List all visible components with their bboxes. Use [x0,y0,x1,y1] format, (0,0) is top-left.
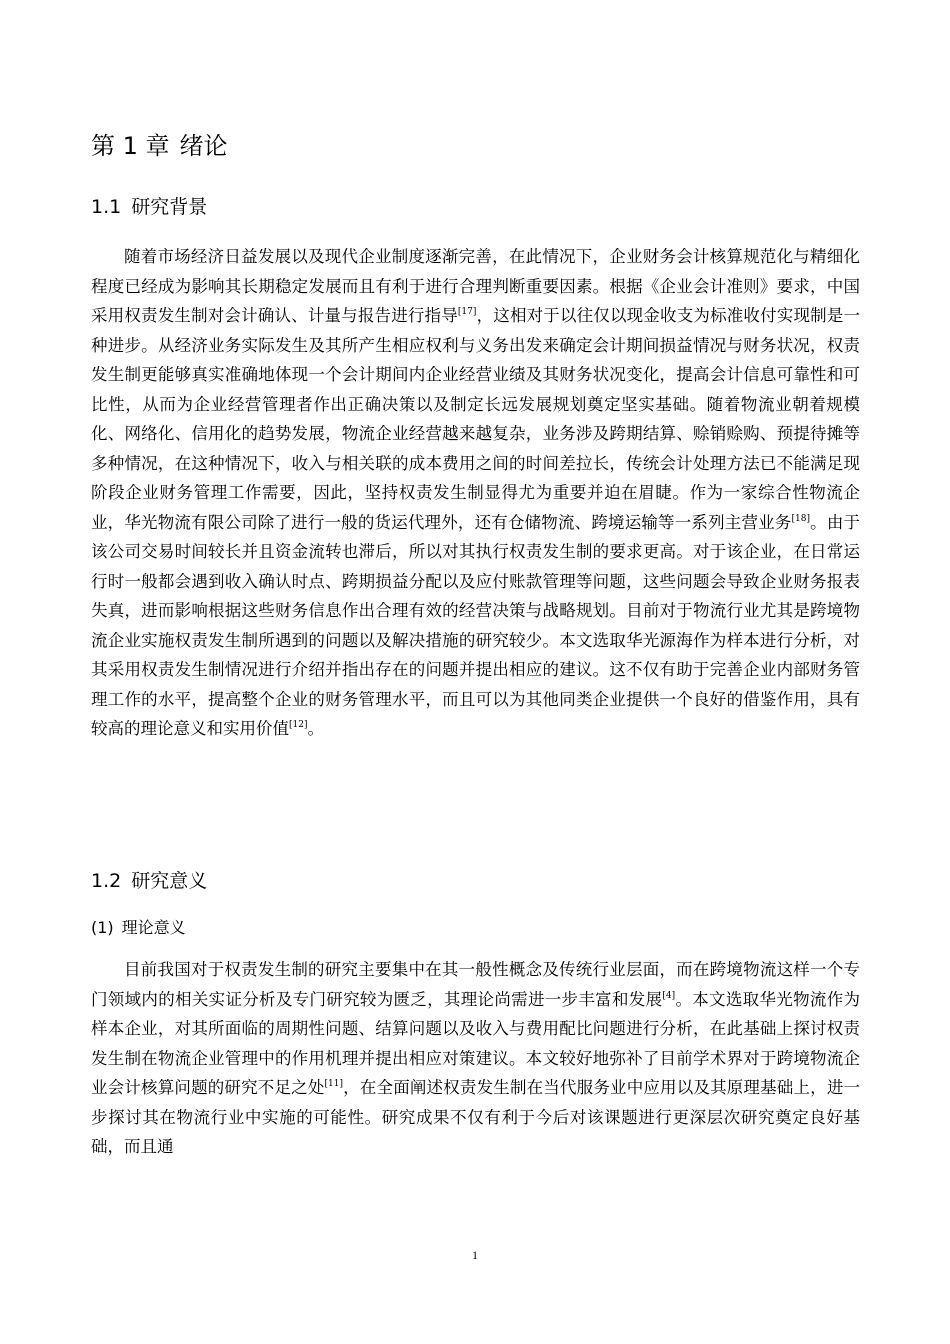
section-1-2-number: 1.2 [91,870,122,892]
theory-significance-paragraph: 目前我国对于权责发生制的研究主要集中在其一般性概念及传统行业层面，而在跨境物流这样一个专门领域内的相关实证分析及专门研究较为匮乏，其理论尚需进一步丰富和发展[4]。本文选取华光物流作为样本企业，对其所面临的周期性问题、结算问题以及收入与费用配比问题进行分析，在此基础上探讨权责发生制在物流企业管理中的作用机理并提出相应对策建议。本文较好地弥补了目前学术界对于跨境物流企业会计核算问题的研究不足之处[11]，在全面阐述权责发生制在当代服务业中应用以及其原理基础上，进一步探讨其在物流行业中实施的可能性。研究成果不仅有利于今后对该课题进行更深层次研究奠定良好基础，而且通 [91,960,861,1156]
citation-4: [4] [662,990,676,1001]
citation-18: [18] [791,513,810,524]
section-1-1-number: 1.1 [91,196,122,218]
subsection-heading [91,915,186,941]
section-1-2-heading [91,866,207,896]
section-1-2-title: 研究意义 [131,870,208,892]
section-1-1-title: 研究背景 [131,196,208,218]
citation-12: [12] [289,720,308,730]
subsection-title: 理论意义 [121,918,186,937]
background-paragraph: 随着市场经济日益发展以及现代企业制度逐渐完善，在此情况下，企业财务会计核算规范化与精细化程度已经成为影响其长期稳定发展而且有利于进行合理判断重要因素。根据《企业会计准则》要求，中国采用权责发生制对会计确认、计量与报告进行指导[17]，这相对于以往仅以现金收支为标准收付实现制是一种进步。从经济业务实际发生及其所产生相应权利与义务出发来确定会计期间损益情况与财务状况，权责发生制更能够真实准确地体现一个会计期间内企业经营业绩及其财务状况变化，提高会计信息可靠性和可比性，从而为企业经营管理者作出正确决策以及制定长远发展规划奠定坚实基础。随着物流业朝着规模化、网络化、信用化的趋势发展，物流企业经营越来越复杂，业务涉及跨期结算、赊销赊购、预提待摊等多种情况，在这种情况下，收入与相关联的成本费用之间的时间差拉长，传统会计处理方法已不能满足现阶段企业财务管理工作需要，因此，坚持权责发生制显得尤为重要并迫在眉睫。作为一家综合性物流企业，华光物流有限公司除了进行一般的货运代理外，还有仓储物流、跨境运输等一系列主营业务[18]。由于该公司交易时间较长并且资金流转也滞后，所以对其执行权责发生制的要求更高。对于该企业，在日常运行时一般都会遇到收入确认时点、跨期损益分配以及应付账款管理等问题，这些问题会导致企业财务报表失真，进而影响根据这些财务信息作出合理有效的经营决策与战略规划。目前对于物流行业尤其是跨境物流企业实施权责发生制所遇到的问题以及解决措施的研究较少。本文选取华光源海作为样本进行分析，对其采用权责发生制情况进行介绍并指出存在的问题并提出相应的建议。这不仅有助于完善企业内部财务管理工作的水平，提高整个企业的财务管理水平，而且可以为其他同类企业提供一个良好的借鉴作用，具有较高的理论意义和实用价值[12]。 [91,247,861,738]
page-number: 1 [472,1248,478,1262]
chapter-title-text: 绪论 [179,132,228,160]
section-1-1-heading [91,192,207,222]
subsection-number: (1) [91,918,114,937]
citation-17: [17] [457,307,477,317]
chapter-number: 第 1 章 [91,132,170,160]
chapter-title [91,128,228,164]
citation-11: [11] [324,1079,343,1089]
